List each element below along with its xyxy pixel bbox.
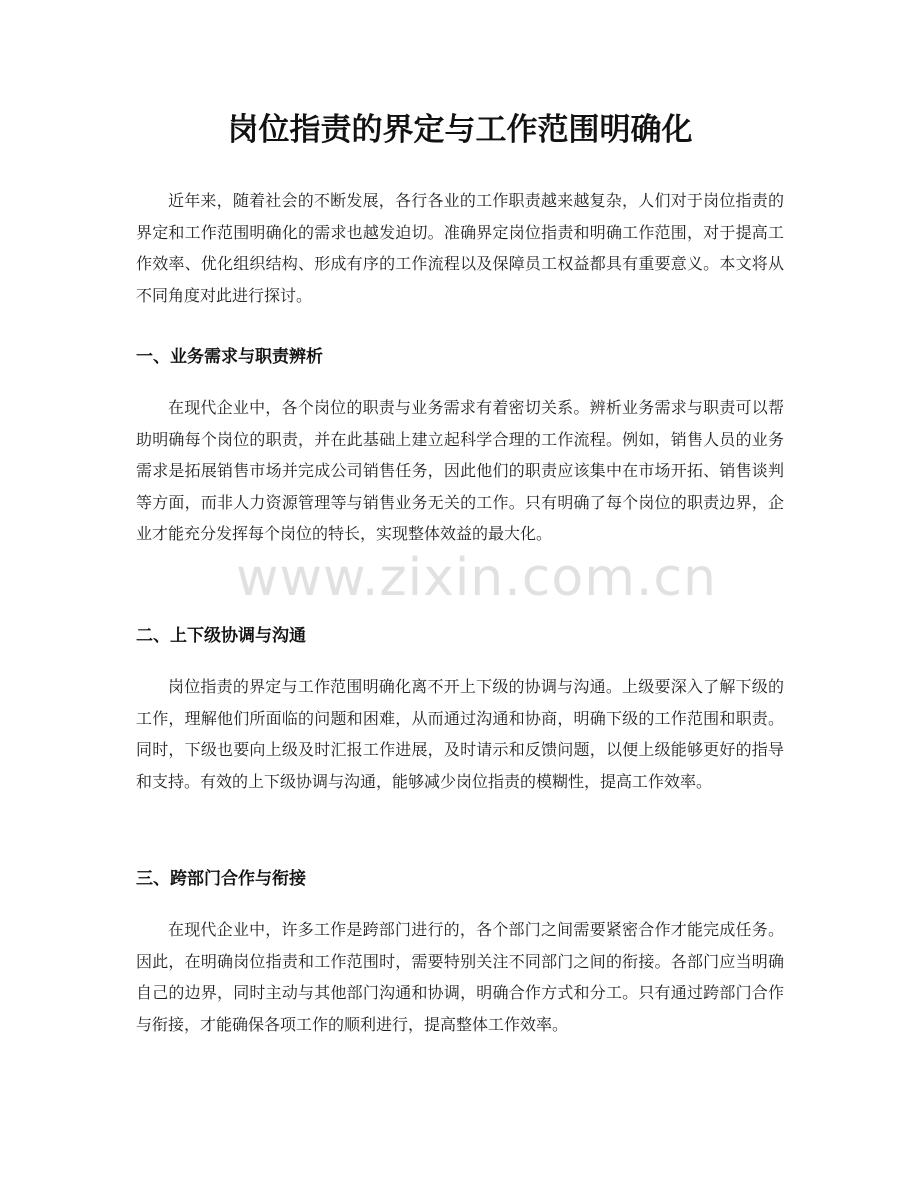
- page-title: 岗位指责的界定与工作范围明确化: [227, 112, 693, 148]
- watermark-text: www.zixin.com.cn: [236, 548, 717, 608]
- section-body-1: 在现代企业中，各个岗位的职责与业务需求有着密切关系。辨析业务需求与职责可以帮助明确每个岗位的职责，并在此基础上建立起科学合理的工作流程。例如，销售人员的业务需求是拓展销售市场并完成公司销售任务，因此他们的职责应该集中在市场开拓、销售谈判等方面，而非人力资源管理等与销售业务无关的工作。只有明确了每个岗位的职责边界，企业才能充分发挥每个岗位的特长，实现整体效益的最大化。: [136, 398, 784, 544]
- section-heading-2: 二、上下级协调与沟通: [136, 626, 306, 646]
- intro-paragraph: 近年来，随着社会的不断发展，各行各业的工作职责越来越复杂，人们对于岗位指责的界定和工作范围明确化的需求也越发迫切。准确界定岗位指责和明确工作范围，对于提高工作效率、优化组织结构、形成有序的工作流程以及保障员工权益都具有重要意义。本文将从不同角度对此进行探讨。: [136, 191, 784, 305]
- section-body-3: 在现代企业中，许多工作是跨部门进行的，各个部门之间需要紧密合作才能完成任务。因此，在明确岗位指责和工作范围时，需要特别关注不同部门之间的衔接。各部门应当明确自己的边界，同时主动与其他部门沟通和协调，明确合作方式和分工。只有通过跨部门合作与衔接，才能确保各项工作的顺利进行，提高整体工作效率。: [136, 920, 784, 1034]
- section-heading-3: 三、跨部门合作与衔接: [136, 869, 306, 889]
- section-body-2: 岗位指责的界定与工作范围明确化离不开上下级的协调与沟通。上级要深入了解下级的工作，理解他们所面临的问题和困难，从而通过沟通和协商，明确下级的工作范围和职责。同时，下级也要向上级及时汇报工作进展，及时请示和反馈问题，以便上级能够更好的指导和支持。有效的上下级协调与沟通，能够减少岗位指责的模糊性，提高工作效率。: [136, 677, 784, 791]
- section-heading-1: 一、业务需求与职责辨析: [136, 347, 323, 367]
